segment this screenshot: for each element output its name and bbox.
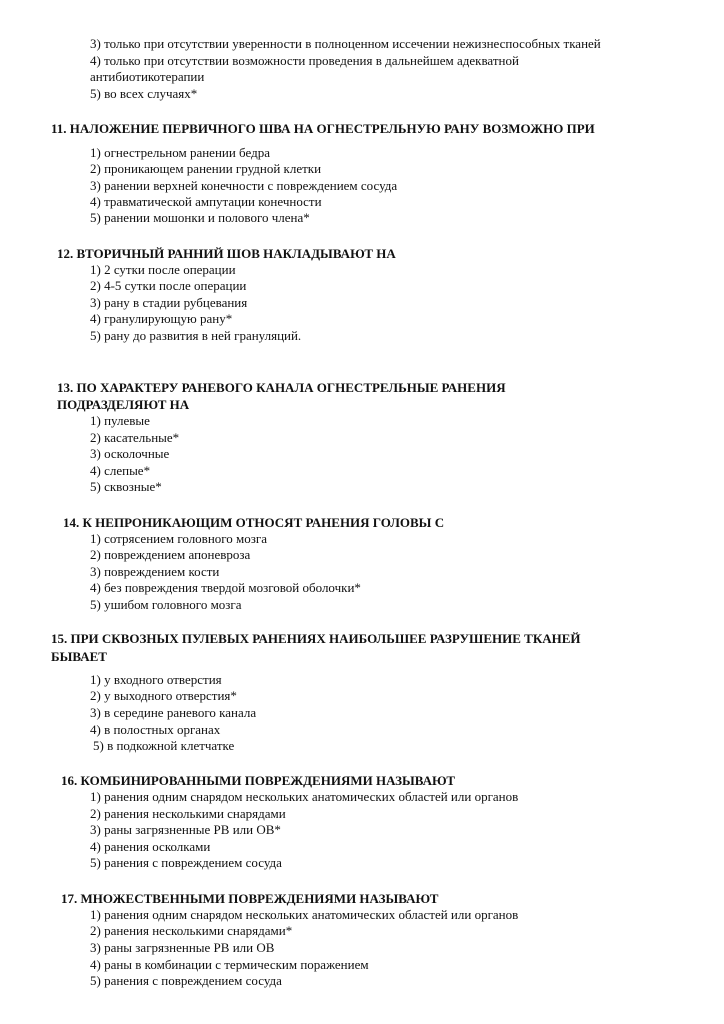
option-line: 3) ранении верхней конечности с повреждением сосуда	[90, 178, 398, 193]
option-line: 2) ранения несколькими снарядами*	[90, 923, 293, 938]
option-line: 1) у входного отверстия	[90, 672, 222, 687]
option-line: 5) ранении мошонки и полового члена*	[90, 210, 310, 225]
option-line: 2) проникающем ранении грудной клетки	[90, 161, 322, 176]
option-line: 4) только при отсутствии возможности проведения в дальнейшем адекватной	[90, 53, 519, 68]
option-line: 3) рану в стадии рубцевания	[90, 295, 248, 310]
option-line: 4) травматической ампутации конечности	[90, 194, 322, 209]
option-line: 4) раны в комбинации с термическим поражением	[90, 957, 369, 972]
option-line: 2) у выходного отверстия*	[90, 688, 237, 703]
option-line: антибиотикотерапии	[90, 69, 205, 84]
option-line: 4) слепые*	[90, 463, 151, 478]
option-line: 1) огнестрельном ранении бедра	[90, 145, 270, 160]
option-line: 5) во всех случаях*	[90, 86, 198, 101]
option-line: 4) в полостных органах	[90, 722, 221, 737]
question-title: 12. ВТОРИЧНЫЙ РАННИЙ ШОВ НАКЛАДЫВАЮТ НА	[57, 246, 396, 261]
question-title: 14. К НЕПРОНИКАЮЩИМ ОТНОСЯТ РАНЕНИЯ ГОЛОВЫ С	[63, 515, 445, 530]
option-line: 3) в середине раневого канала	[90, 705, 257, 720]
option-line: 1) ранения одним снарядом нескольких анатомических областей или органов	[90, 907, 519, 922]
question-title: 13. ПО ХАРАКТЕРУ РАНЕВОГО КАНАЛА ОГНЕСТРЕЛЬНЫЕ РАНЕНИЯ	[57, 380, 506, 395]
option-line: 2) ранения несколькими снарядами	[90, 806, 286, 821]
option-line: 2) повреждением апоневроза	[90, 547, 251, 562]
question-title: 15. ПРИ СКВОЗНЫХ ПУЛЕВЫХ РАНЕНИЯХ НАИБОЛЬШЕЕ РАЗРУШЕНИЕ ТКАНЕЙ	[51, 631, 581, 646]
question-title: 11. НАЛОЖЕНИЕ ПЕРВИЧНОГО ШВА НА ОГНЕСТРЕЛЬНУЮ РАНУ ВОЗМОЖНО ПРИ	[51, 121, 595, 136]
option-line: 1) сотрясением головного мозга	[90, 531, 267, 546]
option-line: 1) пулевые	[90, 413, 150, 428]
option-line: 3) только при отсутствии уверенности в полноценном иссечении нежизнеспособных тканей	[90, 36, 601, 51]
option-line: 5) в подкожной клетчатке	[93, 738, 235, 753]
option-line: 2) 4-5 сутки после операции	[90, 278, 247, 293]
question-title: ПОДРАЗДЕЛЯЮТ НА	[57, 397, 190, 412]
option-line: 4) гранулирующую рану*	[90, 311, 233, 326]
option-line: 1) ранения одним снарядом нескольких анатомических областей или органов	[90, 789, 519, 804]
option-line: 5) ранения с повреждением сосуда	[90, 855, 282, 870]
option-line: 2) касательные*	[90, 430, 180, 445]
question-title: 16. КОМБИНИРОВАННЫМИ ПОВРЕЖДЕНИЯМИ НАЗЫВАЮТ	[61, 773, 455, 788]
option-line: 3) осколочные	[90, 446, 170, 461]
option-line: 4) без повреждения твердой мозговой оболочки*	[90, 580, 361, 595]
option-line: 3) раны загрязненные РВ или ОВ*	[90, 822, 281, 837]
option-line: 1) 2 сутки после операции	[90, 262, 236, 277]
option-line: 5) ушибом головного мозга	[90, 597, 242, 612]
option-line: 3) раны загрязненные РВ или ОВ	[90, 940, 275, 955]
option-line: 3) повреждением кости	[90, 564, 220, 579]
option-line: 5) сквозные*	[90, 479, 162, 494]
option-line: 5) рану до развития в ней грануляций.	[90, 328, 302, 343]
option-line: 4) ранения осколками	[90, 839, 211, 854]
question-title: БЫВАЕТ	[51, 649, 107, 664]
question-title: 17. МНОЖЕСТВЕННЫМИ ПОВРЕЖДЕНИЯМИ НАЗЫВАЮТ	[61, 891, 439, 906]
option-line: 5) ранения с повреждением сосуда	[90, 973, 282, 988]
